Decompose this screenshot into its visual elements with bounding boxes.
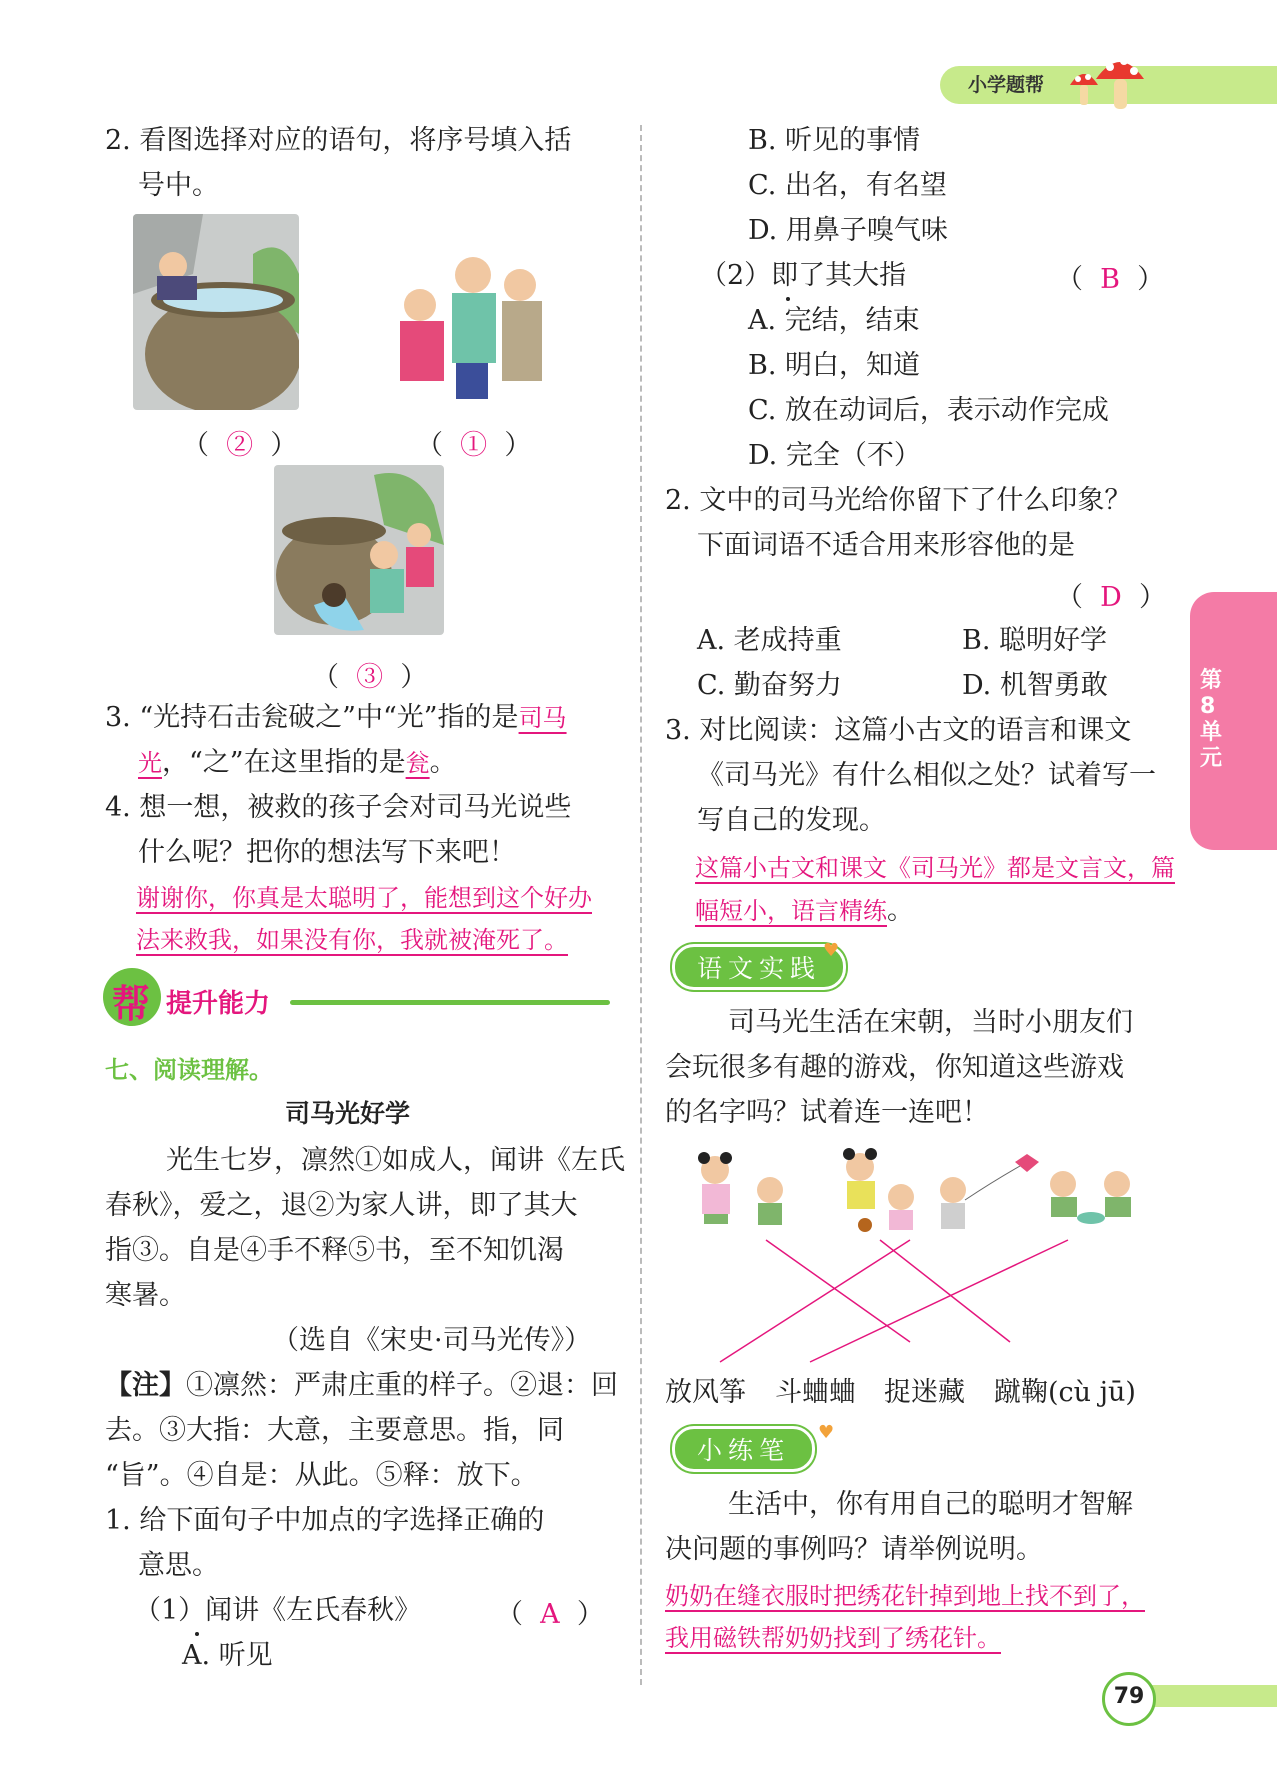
practice-p2: 会玩很多有趣的游戏，你知道这些游戏 [665, 1052, 1124, 1083]
picture-hide-and-seek [690, 1150, 800, 1230]
reading-p1: 光生七岁，凛然①如成人，闻讲《左氏 [166, 1145, 625, 1176]
q3-text-c: 。 [429, 747, 457, 778]
header-brand: 小学题帮 [968, 74, 1045, 96]
sub1-answer: A [540, 1599, 560, 1630]
reading-p4: 寒暑。 [105, 1280, 186, 1311]
sub2-option-d: D. 完全（不） [748, 440, 921, 471]
sub1-option-a: A. 听见 [182, 1640, 273, 1671]
column-divider [640, 125, 642, 1685]
sub2-option-b: B. 明白，知道 [748, 350, 921, 381]
practice-p3: 的名字吗？试着连一连吧！ [665, 1097, 989, 1128]
game-cricket: 斗蛐蛐 [775, 1377, 856, 1408]
section-title: 提升能力 [166, 989, 271, 1019]
reading-q1-line2: 意思。 [138, 1550, 219, 1581]
sub1-option-b: B. 听见的事情 [748, 125, 921, 156]
page-number: 79 [1113, 1684, 1145, 1709]
reading-sub2: （2）即了其大指 [700, 260, 907, 291]
picture-kite [935, 1150, 1045, 1235]
note-label: 【注】 [105, 1370, 186, 1401]
picture-cuju [835, 1145, 925, 1235]
q3-answer-1a: 司马 [518, 704, 567, 732]
writing-p2: 决问题的事例吗？请举例说明。 [665, 1534, 1043, 1565]
section-rule [290, 1000, 610, 1005]
q3-line2 [138, 740, 457, 786]
reading-q2-line2: 下面词语不适合用来形容他的是 [697, 530, 1075, 561]
q3-answer-end: 。 [887, 895, 914, 926]
reading-note-1 [105, 1363, 618, 1408]
sub2-answer: B [1100, 264, 1121, 295]
q4-answer-line1: 谢谢你，你真是太聪明了，能想到这个好办 [136, 884, 592, 912]
practice-heart-icon: ♥ [823, 940, 840, 961]
reading-heading: 七、阅读理解。 [105, 1056, 273, 1084]
q2-answer-bracket: （ D ） [1056, 582, 1166, 613]
practice-p1: 司马光生活在宋朝，当时小朋友们 [728, 1007, 1133, 1038]
sub1-answer-bracket: （ A ） [496, 1599, 604, 1630]
q3-answer-1b: 光 [138, 749, 162, 777]
q2-option-d: D. 机智勇敢 [962, 670, 1108, 701]
reading-p3: 指③。自是④手不释⑤书，至不知饥渴 [105, 1235, 564, 1266]
writing-answer-line1: 奶奶在缝衣服时把绣花针掉到地上找不到了， [665, 1582, 1145, 1610]
sub1-option-d: D. 用鼻子嗅气味 [748, 215, 948, 246]
pic2-answer: ① [460, 430, 488, 461]
q2-line1: 2. 看图选择对应的语句，将序号填入括 [105, 125, 572, 156]
writing-answer-line2: 我用磁铁帮奶奶找到了绣花针。 [665, 1624, 1001, 1652]
reading-q3-line2: 《司马光》有什么相似之处？试着写一 [697, 760, 1156, 791]
q4-line2: 什么呢？把你的想法写下来吧！ [138, 837, 516, 868]
q2-answer: D [1100, 582, 1122, 613]
writing-heart-icon: ♥ [818, 1422, 835, 1443]
reading-q1-line1: 1. 给下面句子中加点的字选择正确的 [105, 1505, 545, 1536]
game-hide-seek: 捉迷藏 [884, 1377, 965, 1408]
picture-rescue-scene [274, 465, 444, 635]
reading-q2-line1: 2. 文中的司马光给你留下了什么印象？ [665, 485, 1132, 516]
sub2-answer-bracket: （ B ） [1056, 264, 1165, 295]
reading-source: （选自《宋史·司马光传》） [272, 1325, 592, 1356]
game-cuju: 蹴鞠(cù jū) [994, 1377, 1136, 1408]
sub1-option-c: C. 出名，有名望 [748, 170, 947, 201]
q2-option-a: A. 老成持重 [697, 625, 842, 656]
picture-cricket-fighting [1045, 1162, 1140, 1232]
pic3-answer-bracket: （ ③ ） [312, 662, 428, 693]
q3-line1 [105, 695, 567, 741]
reading-p2: 春秋》，爱之，退②为家人讲，即了其大 [105, 1190, 578, 1221]
q4-line1: 4. 想一想，被救的孩子会对司马光说些 [105, 792, 572, 823]
reading-sub1: （1）闻讲《左氏春秋》 [134, 1595, 422, 1626]
unit-side-tab-label: 第8单元 [1200, 668, 1223, 771]
mushroom-icon [1060, 45, 1150, 115]
note-text-1: ①凛然：严肃庄重的样子。②退：回 [186, 1370, 618, 1401]
practice-label: 语文实践 [672, 944, 846, 990]
q2-option-c: C. 勤奋努力 [697, 670, 842, 701]
section-badge-text: 帮 [112, 982, 151, 1026]
q2-option-b: B. 聪明好学 [962, 625, 1108, 656]
q3-answer-line2 [695, 888, 914, 934]
q3-answer-line2-text: 幅短小，语言精练 [695, 897, 887, 925]
q3-text-a: 3. “光持石击瓮破之”中“光”指的是 [105, 702, 519, 733]
q3-answer-line1: 这篇小古文和课文《司马光》都是文言文，篇 [695, 854, 1175, 882]
pic1-answer-bracket: （ ② ） [182, 430, 298, 461]
reading-title: 司马光好学 [285, 1099, 411, 1128]
reading-note-2: 去。③大指：大意，主要意思。指，同 [105, 1415, 564, 1446]
picture-boy-at-vat [133, 214, 299, 410]
reading-q3-line1: 3. 对比阅读：这篇小古文的语言和课文 [665, 715, 1132, 746]
pic1-answer: ② [226, 430, 254, 461]
writing-p1: 生活中，你有用自己的聪明才智解 [728, 1489, 1133, 1520]
q3-answer-2: 瓮 [405, 749, 430, 777]
writing-label: 小练笔 [672, 1426, 815, 1472]
pic2-answer-bracket: （ ① ） [416, 430, 532, 461]
pic3-answer: ③ [356, 662, 384, 693]
sub2-option-c: C. 放在动词后，表示动作完成 [748, 395, 1109, 426]
q2-line2: 号中。 [138, 170, 219, 201]
picture-three-children [398, 245, 548, 408]
reading-note-3: “旨”。④自是：从此。⑤释：放下。 [105, 1460, 538, 1491]
reading-q3-line3: 写自己的发现。 [697, 805, 886, 836]
q4-answer-line2: 法来救我，如果没有你，我就被淹死了。 [136, 926, 568, 954]
game-kite: 放风筝 [665, 1377, 746, 1408]
sub2-option-a: A. 完结，结束 [748, 305, 920, 336]
q3-text-b: ，“之”在这里指的是 [162, 747, 406, 778]
matching-lines [700, 1230, 1100, 1370]
